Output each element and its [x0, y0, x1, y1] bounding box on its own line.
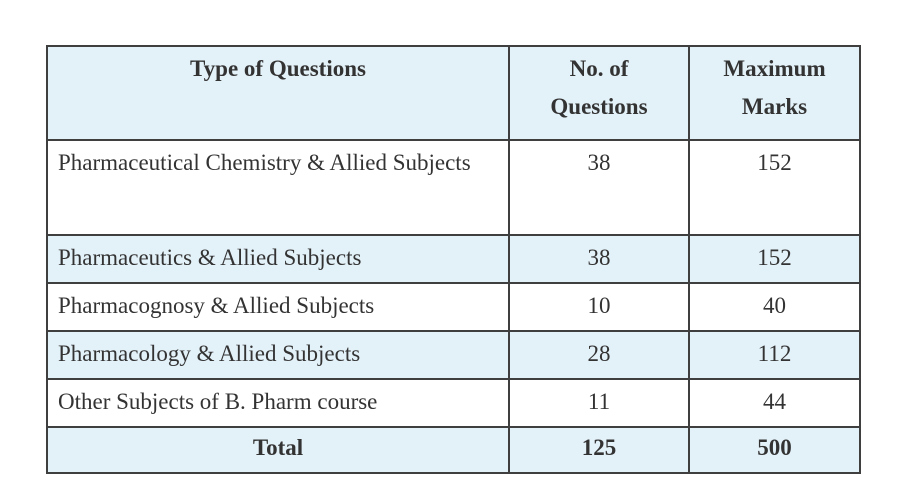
total-label-cell: Total [47, 427, 509, 473]
row-subject-cell: Pharmacognosy & Allied Subjects [47, 283, 509, 331]
header-no-of-questions [509, 46, 689, 140]
header-type-of-questions-label: Type of Questions [190, 56, 366, 81]
header-no-of-questions-line1: No. of [569, 56, 629, 81]
exam-pattern-table [46, 45, 861, 474]
table-row [47, 140, 860, 235]
table-row [47, 331, 860, 379]
table-header-row [47, 46, 860, 140]
exam-pattern-table-container [46, 45, 859, 474]
header-type-of-questions [47, 46, 509, 140]
table-row [47, 379, 860, 427]
row-marks-cell: 44 [689, 379, 860, 427]
table-row [47, 283, 860, 331]
table-row [47, 235, 860, 283]
total-marks-cell: 500 [689, 427, 860, 473]
row-subject-cell: Other Subjects of B. Pharm course [47, 379, 509, 427]
row-subject-cell: Pharmaceutics & Allied Subjects [47, 235, 509, 283]
header-maximum-marks-line1: Maximum [723, 56, 826, 81]
row-subject-cell: Pharmaceutical Chemistry & Allied Subjects [47, 140, 509, 235]
row-marks-cell: 40 [689, 283, 860, 331]
row-questions-cell: 38 [509, 235, 689, 283]
header-maximum-marks [689, 46, 860, 140]
table-total-row [47, 427, 860, 473]
header-no-of-questions-line2: Questions [550, 94, 648, 119]
row-questions-cell: 10 [509, 283, 689, 331]
row-questions-cell: 38 [509, 140, 689, 235]
row-questions-cell: 28 [509, 331, 689, 379]
row-marks-cell: 152 [689, 140, 860, 235]
total-questions-cell: 125 [509, 427, 689, 473]
header-maximum-marks-line2: Marks [741, 94, 808, 119]
row-subject-cell: Pharmacology & Allied Subjects [47, 331, 509, 379]
row-marks-cell: 152 [689, 235, 860, 283]
row-marks-cell: 112 [689, 331, 860, 379]
row-questions-cell: 11 [509, 379, 689, 427]
